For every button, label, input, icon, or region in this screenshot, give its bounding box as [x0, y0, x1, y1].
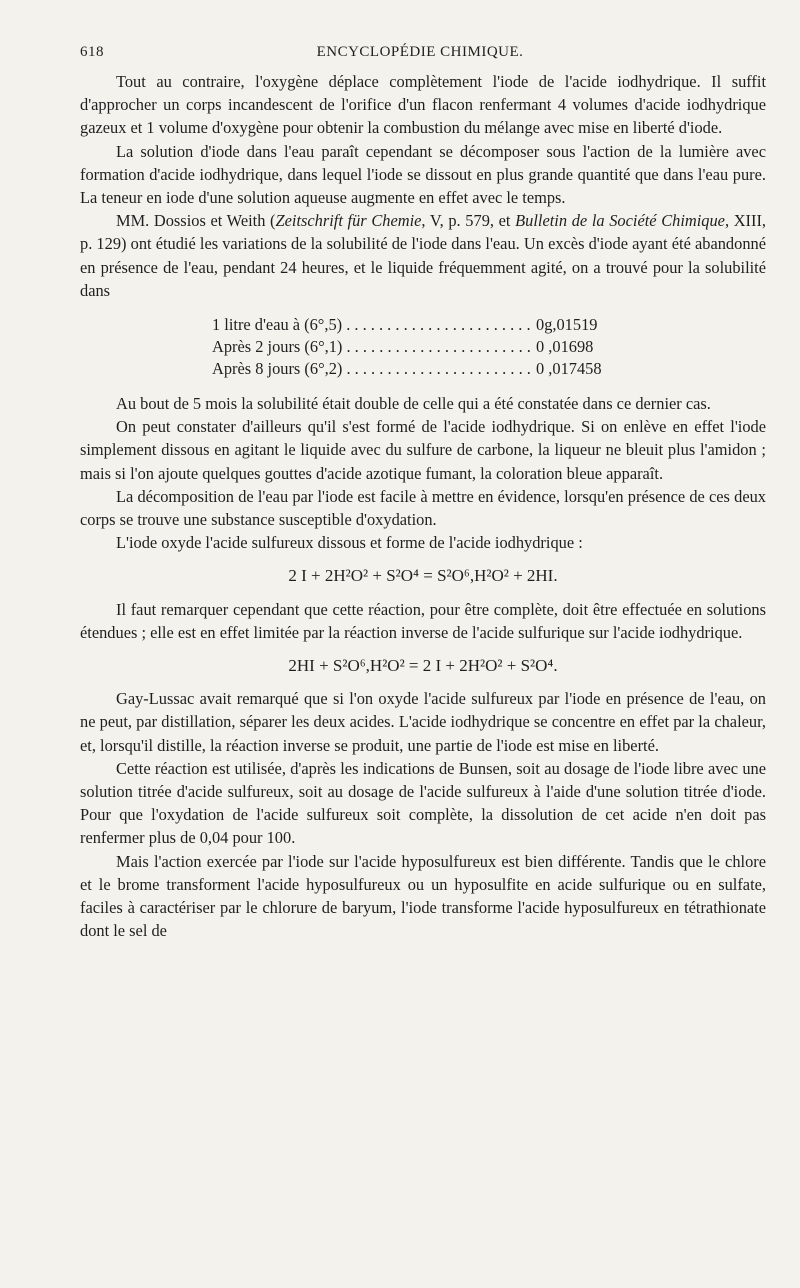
paragraph-9: Gay-Lussac avait remarqué que si l'on oxyde l'acide sulfureux par l'iode en présence de l'eau, on ne peut, par distillation, séparer les deux acides. L'acide iodhydrique se concentre en effet par la chaleur, et, lorsqu'il distille, la réaction inverse se produit, une partie de l'iode est mise en liberté. [80, 689, 766, 755]
row-label: Après 8 jours (6°,2) . . . [212, 358, 530, 380]
table-row [212, 314, 632, 336]
paragraph-11: Mais l'action exercée par l'iode sur l'acide hyposulfureux est bien différente. Tandis que le chlore et le brome transforment l'acide hyposulfureux ou un hyposulfite en acide sulfurique ou en sulfate, faciles à caractériser par le chlorure de baryum, l'iode transforme l'acide hyposulfureux en tétrathionate dont le sel de [80, 851, 766, 941]
table-row [212, 358, 632, 380]
equation-2: 2HI + S²O⁶,H²O² = 2 I + 2H²O² + S²O⁴. [288, 656, 558, 676]
paragraph-6: La décomposition de l'eau par l'iode est facile à mettre en évidence, lorsqu'en présence de ces deux corps se trouve une substance susceptible d'oxydation. [80, 486, 766, 530]
page-number: 618 [80, 44, 104, 60]
row-value: 0g,01519 [530, 314, 632, 336]
paragraph-5: On peut constater d'ailleurs qu'il s'est formé de l'acide iodhydrique. Si on enlève en effet l'iode simplement dissous en agitant le liquide avec du sulfure de carbone, la liqueur ne bleuit plus l'amidon ; mais si l'on ajoute quelques gouttes d'acide azotique fumant, la coloration bleue apparaît. [80, 417, 766, 483]
paragraph-1: Tout au contraire, l'oxygène déplace complètement l'iode de l'acide iodhydrique. Il suffit d'approcher un corps incandescent de l'orifice d'un flacon renfermant 4 volumes d'acide iodhydrique gazeux et 1 volume d'oxygène pour obtenir la combustion du mélange avec mise en liberté d'iode. [80, 72, 766, 138]
row-value: 0 ,017458 [530, 358, 632, 380]
solubility-table [212, 314, 632, 380]
paragraph-4: Au bout de 5 mois la solubilité était double de celle qui a été constatée dans ce dernier cas. [116, 394, 711, 414]
row-value: 0 ,01698 [530, 336, 632, 358]
table-row [212, 336, 632, 358]
running-title: ENCYCLOPÉDIE CHIMIQUE. [316, 44, 524, 60]
journal-title-2: Bulletin de la Société Chimique [515, 211, 725, 231]
p3-text-c: , XIII, p. 129) ont étudié les variations de la solubilité de l'iode dans l'eau. Un excès d'iode ayant été abandonné en présence de l'eau, pendant 24 heures, et le liquide fréquemment agité, on a trouvé pour la solubilité dans [80, 211, 766, 300]
paragraph-7: L'iode oxyde l'acide sulfureux dissous et forme de l'acide iodhydrique : [116, 533, 583, 553]
paragraph-3 [80, 209, 766, 302]
p3-text-a: MM. Dossios et Weith ( [116, 211, 276, 231]
equation-1: 2 I + 2H²O² + S²O⁴ = S²O⁶,H²O² + 2HI. [288, 566, 558, 586]
page-body [80, 70, 766, 943]
paragraph-8: Il faut remarquer cependant que cette réaction, pour être complète, doit être effectuée en solutions étendues ; elle est en effet limitée par la réaction inverse de l'acide sulfurique sur l'acide iodhydrique. [80, 599, 766, 642]
row-label: Après 2 jours (6°,1) . . . [212, 336, 530, 358]
row-label: 1 litre d'eau à (6°,5) . . . [212, 314, 530, 336]
running-header [80, 44, 760, 66]
paragraph-10: Cette réaction est utilisée, d'après les indications de Bunsen, soit au dosage de l'iode libre avec une solution titrée d'acide sulfureux, soit au dosage de l'acide sulfureux à l'aide d'une solution titrée d'iode. Pour que l'oxydation de l'acide sulfureux soit complète, la dissolution de cet acide n'en doit pas renfermer plus de 0,04 pour 100. [80, 758, 766, 848]
journal-title-1: Zeitschrift für Chemie [275, 211, 422, 231]
p3-text-b: , V, p. 579, et [421, 211, 516, 231]
paragraph-2: La solution d'iode dans l'eau paraît cependant se décomposer sous l'action de la lumière avec formation d'acide iodhydrique, dans lequel l'iode se dissout en plus grande quantité que dans l'eau pure. La teneur en iode d'une solution aqueuse augmente en effet avec le temps. [80, 141, 766, 208]
